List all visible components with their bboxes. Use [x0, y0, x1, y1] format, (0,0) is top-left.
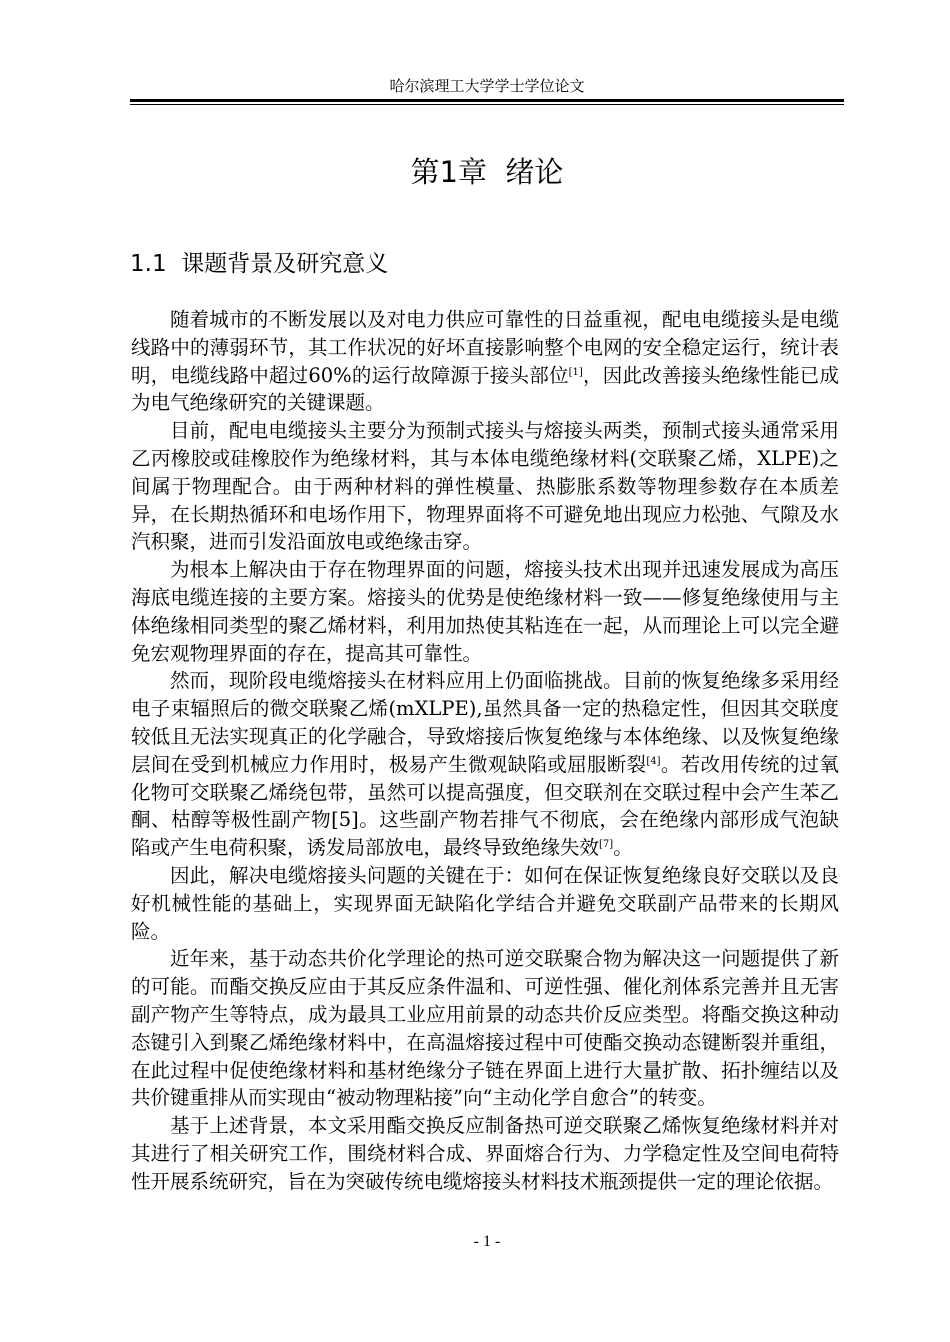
header-rule-thick: [130, 99, 844, 102]
page-number: - 1 -: [473, 1233, 501, 1250]
running-header: 哈尔滨理工大学学士学位论文: [389, 77, 585, 95]
paragraph-text: 因此，解决电缆熔接头问题的关键在于：如何在保证恢复绝缘良好交联以及良好机械性能的基础上，实现界面无缺陷化学结合并避免交联副产品带来的长期风险。: [131, 863, 839, 943]
paragraph-text: 目前，配电电缆接头主要分为预制式接头与熔接头两类，预制式接头通常采用乙丙橡胶或硅橡胶作为绝缘材料，其与本体电缆绝缘材料(交联聚乙烯，XLPE)之间属于物理配合。由于两种材料的弹性模量、热膨胀系数等物理参数存在本质差异，在长期热循环和电场作用下，物理界面将不可避免地出现应力松弛、气隙及水汽积聚，进而引发沿面放电或绝缘击穿。: [131, 419, 839, 554]
paragraph-text: 。若改用传统的过氧化物可交联聚乙烯绕包带，虽然可以提高强度，但交联剂在交联过程中会产生苯乙酮、枯醇等极性副产物[5]。这些副产物若排气不彻底，会在绝缘内部形成气泡缺陷或产生电荷积聚，诱发局部放电，最终导致绝缘失效: [131, 752, 839, 860]
chapter-title: 第1章 绪论: [410, 155, 564, 189]
paragraph-text: 。: [613, 836, 633, 860]
body-text: [131, 306, 839, 1196]
paragraph-text: 然而，现阶段电缆熔接头在材料应用上仍面临挑战。目前的恢复绝缘多采用经电子束辐照后的微交联聚乙烯(mXLPE),虽然具备一定的热稳定性，但因其交联度较低且无法实现真正的化学融合，导致熔接后恢复绝缘与本体绝缘、以及恢复绝缘层间在受到机械应力作用时，极易产生微观缺陷或屈服断裂: [131, 669, 839, 776]
citation: [4]: [646, 755, 661, 767]
paragraph: [131, 306, 839, 417]
paragraph: [131, 945, 839, 1112]
paragraph: [131, 417, 839, 556]
paragraph: [131, 862, 839, 945]
paragraph-text: 随着城市的不断发展以及对电力供应可靠性的日益重视，配电电缆接头是电缆线路中的薄弱环节，其工作状况的好坏直接影响整个电网的安全稳定运行，统计表明，电缆线路中超过60%的运行故障源于接头部位: [131, 308, 839, 387]
paragraph-text: 为根本上解决由于存在物理界面的问题，熔接头技术出现并迅速发展成为高压海底电缆连接的主要方案。熔接头的优势是使绝缘材料一致——修复绝缘使用与主体绝缘相同类型的聚乙烯材料，利用加热使其粘连在一起，从而理论上可以完全避免宏观物理界面的存在，提高其可靠性。: [131, 558, 839, 665]
citation: [1]: [568, 366, 583, 378]
paragraph-text: ，因此改善接头绝缘性能已成为电气绝缘研究的关键课题。: [131, 363, 839, 415]
paragraph: [131, 1112, 839, 1195]
paragraph: [131, 556, 839, 667]
citation: [7]: [599, 839, 614, 851]
section-title: 1.1 课题背景及研究意义: [130, 251, 389, 277]
paragraph: [131, 667, 839, 862]
paragraph-text: 基于上述背景，本文采用酯交换反应制备热可逆交联聚乙烯恢复绝缘材料并对其进行了相关研究工作，围绕材料合成、界面熔合行为、力学稳定性及空间电荷特性开展系统研究，旨在为突破传统电缆熔接头材料技术瓶颈提供一定的理论依据。: [131, 1114, 839, 1193]
paragraph-text: 近年来，基于动态共价化学理论的热可逆交联聚合物为解决这一问题提供了新的可能。而酯交换反应由于其反应条件温和、可逆性强、催化剂体系完善并且无害副产物产生等特点，成为最具工业应用前景的动态共价反应类型。将酯交换这种动态键引入到聚乙烯绝缘材料中，在高温熔接过程中可使酯交换动态键断裂并重组，在此过程中促使绝缘材料和基材绝缘分子链在界面上进行大量扩散、拓扑缠结以及共价键重排从而实现由“被动物理粘接”向“主动化学自愈合”的转变。: [131, 947, 839, 1110]
header-rule-thin: [130, 104, 844, 105]
